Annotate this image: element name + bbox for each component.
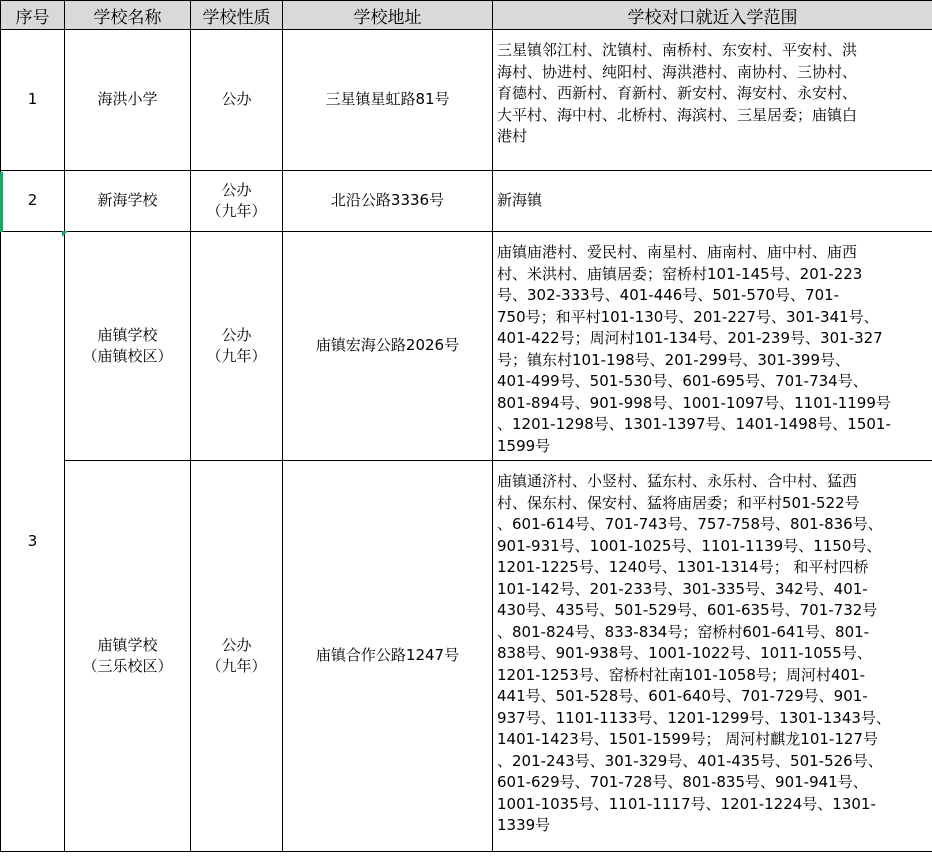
selected-row-marker [0, 172, 3, 232]
cell-admission-range[interactable] [493, 30, 932, 171]
cell-number[interactable]: 1 [1, 30, 65, 171]
table-row [1, 30, 932, 171]
table-row [1, 171, 932, 232]
header-row [1, 1, 932, 30]
cell-school-address[interactable]: 庙镇合作公路1247号 [283, 461, 493, 852]
cell-admission-range[interactable] [493, 461, 932, 852]
table-row [1, 461, 932, 852]
cell-number[interactable]: 3 [1, 232, 65, 852]
range-text: 三星镇邻江村、沈镇村、南桥村、东安村、平安村、洪 海村、协进村、纯阳村、海洪港村、南协村、三协村、 育德村、西新村、育新村、新安村、海安村、永安村、 大平村、海中村、北桥村、海滨村、三星居委；庙镇白 港村 [497, 41, 858, 145]
header-cell-school-nature[interactable]: 学校性质 [191, 1, 283, 30]
cell-comment-indicator [62, 231, 68, 237]
cell-school-nature[interactable]: 公办 （九年） [191, 461, 283, 852]
cell-school-address[interactable]: 庙镇宏海公路2026号 [283, 232, 493, 461]
cell-school-name[interactable]: 庙镇学校 （庙镇校区） [65, 232, 191, 461]
header-cell-number[interactable]: 序号 [1, 1, 65, 30]
range-text: 庙镇通济村、小竖村、猛东村、永乐村、合中村、猛西 村、保东村、保安村、猛将庙居委；和平村501-522号 、601-614号、701-743号、757-758号、801-836号、 901-931号、1001-1025号、1101-1139号、1150号、 1201-1225号、1240号、1301-1314号； 和平村四桥 101-142号、201-233号、301-335号、342号、401- 430号、435号、501-529号、601-635号、701-732号 、801-824号、833-834号；窑桥村601-641号、801- 838号、901-938号、1001-1022号、1011-1055号、 1201-1253号、窑桥村社南101-1058号；周河村401- 441号、501-528号、601-640号、701-729号、901- 937号、1101-1133号、1201-1299号、1301-1343号、 1401-1423号、1501-1599号； 周河村麒龙101-127号 、201-243号、301-329号、401-435号、501-526号、 601-629号、701-728号、801-835号、901-941号、 1001-1035号、1101-1117号、1201-1224号、1301- 1339号 [497, 472, 891, 834]
range-text: 庙镇庙港村、爱民村、南星村、庙南村、庙中村、庙西 村、米洪村、庙镇居委；窑桥村101-145号、201-223 号、302-333号、401-446号、501-570号、701- 750号；和平村101-130号、201-227号、301-341号、 401-422号；周河村101-134号、201-239号、301-327 号；镇东村101-198号、201-299号、301-399号、 401-499号、501-530号、601-695号、701-734号、 801-894号、901-998号、1001-1097号、1101-1199号 、1201-1298号、1301-1397号、1401-1498号、1501- 1599号 [497, 243, 891, 455]
cell-admission-range[interactable] [493, 232, 932, 461]
range-text: 新海镇 [497, 191, 543, 210]
cell-school-name[interactable]: 海洪小学 [65, 30, 191, 171]
cell-number[interactable]: 2 [1, 171, 65, 232]
header-cell-school-address[interactable]: 学校地址 [283, 1, 493, 30]
cell-school-name[interactable]: 新海学校 [65, 171, 191, 232]
table-row [1, 232, 932, 461]
cell-school-name[interactable]: 庙镇学校 （三乐校区） [65, 461, 191, 852]
cell-school-nature[interactable]: 公办 [191, 30, 283, 171]
cell-school-address[interactable]: 三星镇星虹路81号 [283, 30, 493, 171]
cell-school-address[interactable]: 北沿公路3336号 [283, 171, 493, 232]
header-cell-admission-range[interactable]: 学校对口就近入学范围 [493, 1, 932, 30]
header-cell-school-name[interactable]: 学校名称 [65, 1, 191, 30]
cell-admission-range[interactable] [493, 171, 932, 232]
cell-school-nature[interactable]: 公办 （九年） [191, 232, 283, 461]
cell-school-nature[interactable]: 公办 （九年） [191, 171, 283, 232]
